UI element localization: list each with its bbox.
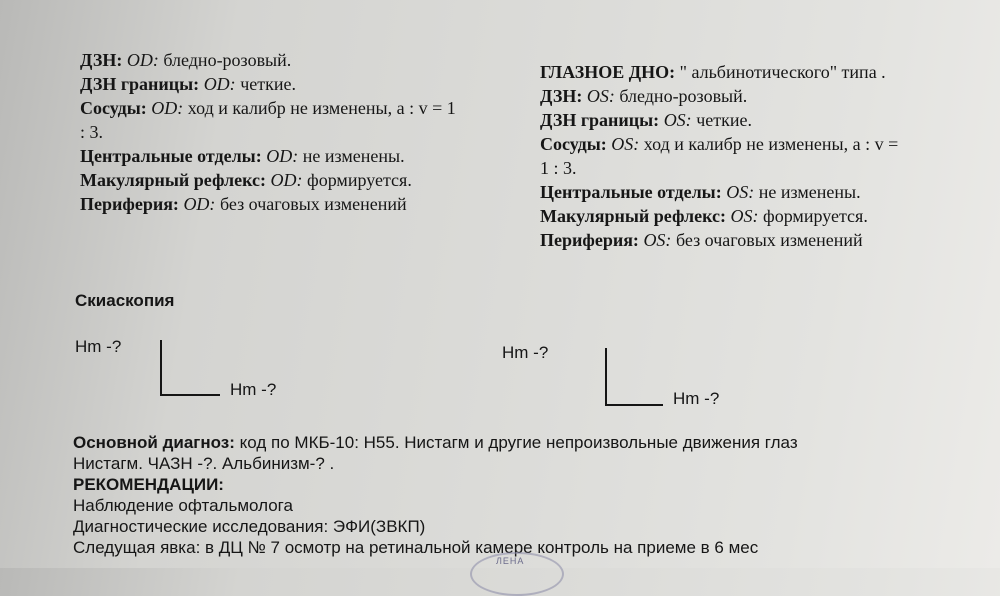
os-fundus-row [540,60,898,84]
od-periphery-label: Периферия: [80,194,179,214]
od-central-eye: OD: [266,146,299,166]
od-dzn-row [80,48,456,72]
os-periphery-value: без очаговых изменений [675,230,863,250]
recommendations-title: РЕКОМЕНДАЦИИ: [73,475,224,494]
os-dzn-row [540,84,898,108]
os-periphery-row [540,228,898,252]
od-periphery-value: без очаговых изменений [219,194,407,214]
os-borders-eye: OS: [663,110,692,130]
os-borders-value: четкие. [696,110,752,130]
od-periphery-eye: OD: [183,194,216,214]
od-macular-eye: OD: [270,170,303,190]
od-dzn-value: бледно-розовый. [163,50,292,70]
od-dzn-eye: OD: [126,50,159,70]
recommendation-item: Следущая явка: в ДЦ № 7 осмотр на ретинальной камере контроль на приеме в 6 мес [73,538,759,557]
od-central-value: не изменены. [302,146,405,166]
os-dzn-eye: OS: [586,86,615,106]
skiascopy-right-horizontal: Hm -? [673,389,720,408]
os-vessels-eye: OS: [611,134,640,154]
od-central-row [80,144,456,168]
od-central-label: Центральные отделы: [80,146,262,166]
skiascopy-left-horizontal: Hm -? [230,380,277,399]
os-central-row [540,180,898,204]
os-central-label: Центральные отделы: [540,182,722,202]
os-dzn-label: ДЗН: [540,86,583,106]
od-macular-row [80,168,456,192]
od-section [80,48,456,216]
od-borders-eye: OD: [203,74,236,94]
skiascopy-right-cross [605,348,663,406]
skiascopy-title: Скиаскопия [75,291,175,310]
os-macular-row [540,204,898,228]
diagnosis-text-2: Нистагм. ЧАЗН -?. Альбинизм-? . [73,454,335,473]
od-vessels-label: Сосуды: [80,98,147,118]
os-fundus-label: ГЛАЗНОЕ ДНО: [540,62,676,82]
os-vessels-value: ход и калибр не изменены, a : v = [643,134,899,154]
od-borders-row [80,72,456,96]
os-central-value: не изменены. [758,182,861,202]
os-vessels-row [540,132,898,156]
od-borders-label: ДЗН границы: [80,74,200,94]
os-dzn-value: бледно-розовый. [619,86,748,106]
skiascopy-left-vertical: Hm -? [75,337,122,356]
os-section [540,60,898,252]
od-dzn-label: ДЗН: [80,50,123,70]
recommendation-item: Наблюдение офтальмолога [73,496,293,515]
os-fundus-value: " альбинотического" типа . [679,62,886,82]
stamp-text: ЛЕНА [496,556,525,566]
os-periphery-eye: OS: [643,230,672,250]
recommendation-item: Диагностические исследования: ЭФИ(ЗВКП) [73,517,426,536]
os-vessels-cont: 1 : 3. [540,158,577,178]
os-periphery-label: Периферия: [540,230,639,250]
diagnosis-line-1 [73,432,798,453]
od-macular-value: формируется. [307,170,412,190]
od-vessels-value: ход и калибр не изменены, a : v = 1 [187,98,456,118]
os-macular-label: Макулярный рефлекс: [540,206,727,226]
od-periphery-row [80,192,456,216]
os-vessels-label: Сосуды: [540,134,607,154]
od-vessels-row [80,96,456,120]
od-macular-label: Макулярный рефлекс: [80,170,267,190]
diagnosis-section [73,432,798,558]
os-macular-eye: OS: [730,206,759,226]
od-vessels-eye: OD: [151,98,184,118]
diagnosis-text-1: код по МКБ-10: H55. Нистагм и другие непроизвольные движения глаз [239,433,798,452]
skiascopy-right-vertical: Hm -? [502,343,549,362]
os-macular-value: формируется. [763,206,868,226]
skiascopy-left-cross [160,340,220,396]
os-borders-label: ДЗН границы: [540,110,660,130]
os-central-eye: OS: [726,182,755,202]
diagnosis-label: Основной диагноз: [73,433,235,452]
od-vessels-cont: : 3. [80,122,104,142]
od-borders-value: четкие. [240,74,296,94]
os-borders-row [540,108,898,132]
